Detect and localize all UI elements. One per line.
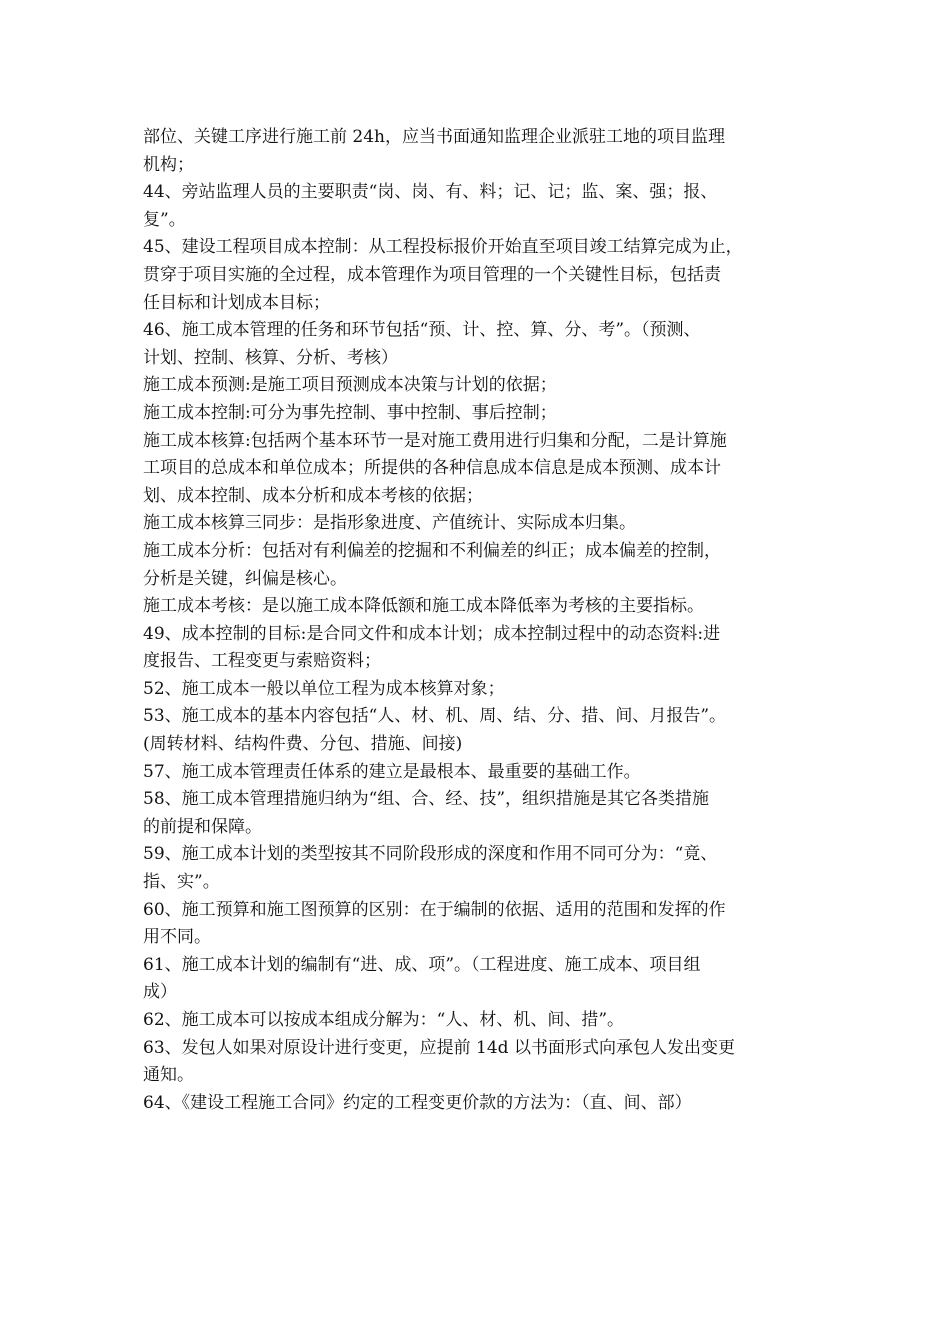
text-line-6: 贯穿于项目实施的全过程，成本管理作为项目管理的一个关键性目标，包括责 (143, 264, 721, 285)
text-line-34: 63、发包人如果对原设计进行变更，应提前 14d 以书面形式向承包人发出变更 (143, 1037, 735, 1058)
text-line-31: 61、施工成本计划的编制有“进、成、项”。（工程进度、施工成本、项目组 (143, 954, 701, 975)
text-line-9: 计划、控制、核算、分析、考核） (143, 347, 398, 368)
text-line-26: 的前提和保障。 (143, 816, 262, 837)
text-line-15: 施工成本核算三同步：是指形象进度、产值统计、实际成本归集。 (143, 513, 636, 534)
text-line-23: (周转材料、结构件费、分包、措施、间接) (143, 734, 463, 755)
text-line-1: 部位、关键工序进行施工前 24h，应当书面通知监理企业派驻工地的项目监理 (143, 127, 725, 147)
text-line-36: 64、《建设工程施工合同》约定的工程变更价款的方法为：（直、间、部） (143, 1092, 692, 1113)
document-body (143, 124, 815, 1117)
text-line-20: 度报告、工程变更与索赔资料； (143, 651, 381, 672)
text-line-27: 59、施工成本计划的类型按其不同阶段形成的深度和作用不同可分为：“竟、 (143, 844, 718, 865)
text-line-22: 53、施工成本的基本内容包括“人、材、机、周、结、分、措、间、月报告”。 (143, 706, 727, 727)
text-line-13: 工项目的总成本和单位成本；所提供的各种信息成本信息是成本预测、成本计 (143, 458, 721, 479)
text-line-32: 成） (143, 982, 177, 1003)
text-line-3: 44、旁站监理人员的主要职责“岗、岗、有、料；记、记；监、案、强；报、 (143, 182, 718, 203)
text-line-5: 45、建设工程项目成本控制：从工程投标报价开始直至项目竣工结算完成为止， (143, 237, 743, 258)
text-line-2: 机构； (143, 154, 194, 175)
text-line-19: 49、成本控制的目标:是合同文件和成本计划；成本控制过程中的动态资料:进 (143, 623, 721, 644)
text-line-10: 施工成本预测:是施工项目预测成本决策与计划的依据； (143, 375, 557, 396)
text-line-24: 57、施工成本管理责任体系的建立是最根本、最重要的基础工作。 (143, 761, 641, 782)
text-line-16: 施工成本分析：包括对有利偏差的挖掘和不利偏差的纠正；成本偏差的控制， (143, 540, 721, 561)
text-line-8: 46、施工成本管理的任务和环节包括“预、计、控、算、分、考”。（预测、 (143, 320, 701, 341)
text-line-29: 60、施工预算和施工图预算的区别：在于编制的依据、适用的范围和发挥的作 (143, 899, 726, 920)
text-line-35: 通知。 (143, 1065, 194, 1086)
text-line-18: 施工成本考核：是以施工成本降低额和施工成本降低率为考核的主要指标。 (143, 596, 704, 617)
text-line-17: 分析是关键，纠偏是核心。 (143, 568, 347, 589)
text-line-7: 任目标和计划成本目标； (143, 292, 330, 313)
text-line-11: 施工成本控制:可分为事先控制、事中控制、事后控制； (143, 402, 557, 423)
text-line-30: 用不同。 (143, 927, 211, 948)
text-line-28: 指、实”。 (143, 872, 220, 893)
text-line-4: 复”。 (143, 209, 186, 230)
text-line-25: 58、施工成本管理措施归纳为“组、合、经、技”，组织措施是其它各类措施 (143, 789, 710, 810)
text-line-21: 52、施工成本一般以单位工程为成本核算对象； (143, 678, 505, 699)
text-line-14: 划、成本控制、成本分析和成本考核的依据； (143, 485, 483, 506)
text-line-33: 62、施工成本可以按成本组成分解为：“人、材、机、间、措”。 (143, 1010, 625, 1030)
text-line-12: 施工成本核算:包括两个基本环节一是对施工费用进行归集和分配，二是计算施 (143, 430, 727, 451)
